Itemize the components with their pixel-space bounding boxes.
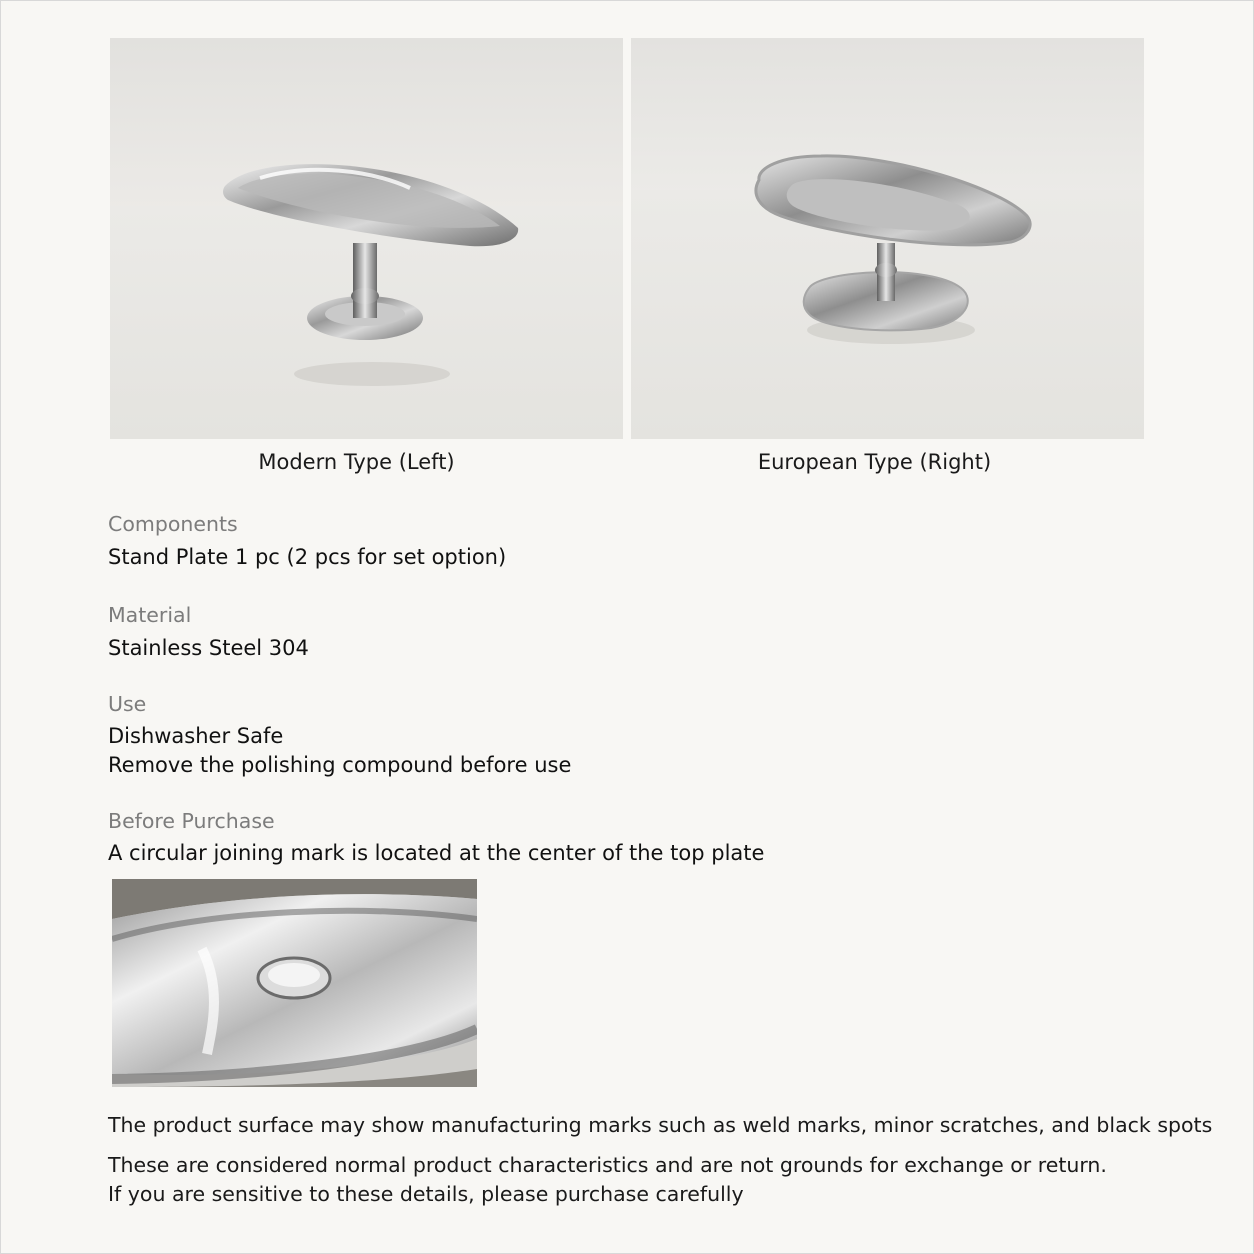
before-purchase-label: Before Purchase <box>108 809 275 833</box>
note-manufacturing-marks: The product surface may show manufacturing marks such as weld marks, minor scratches, and black spots <box>108 1113 1213 1137</box>
material-value: Stainless Steel 304 <box>108 636 309 660</box>
use-value-line2: Remove the polishing compound before use <box>108 753 572 777</box>
caption-european-type: European Type (Right) <box>757 450 992 474</box>
joining-mark-closeup-icon <box>112 879 477 1087</box>
components-value: Stand Plate 1 pc (2 pcs for set option) <box>108 545 507 569</box>
pedestal-plate-round-icon <box>110 38 623 439</box>
use-label: Use <box>108 692 147 716</box>
before-purchase-value: A circular joining mark is located at the center of the top plate <box>108 841 765 865</box>
material-label: Material <box>108 603 192 627</box>
use-value-line1: Dishwasher Safe <box>108 724 284 748</box>
joining-mark-closeup-photo <box>112 879 477 1087</box>
caption-modern-type: Modern Type (Left) <box>258 450 455 474</box>
note-normal-characteristics: These are considered normal product characteristics and are not grounds for exchange or return. <box>108 1153 1107 1177</box>
european-type-photo <box>631 38 1144 439</box>
components-label: Components <box>108 512 238 536</box>
note-purchase-carefully: If you are sensitive to these details, please purchase carefully <box>108 1182 744 1206</box>
pedestal-plate-scalloped-icon <box>631 38 1144 439</box>
modern-type-photo <box>110 38 623 439</box>
